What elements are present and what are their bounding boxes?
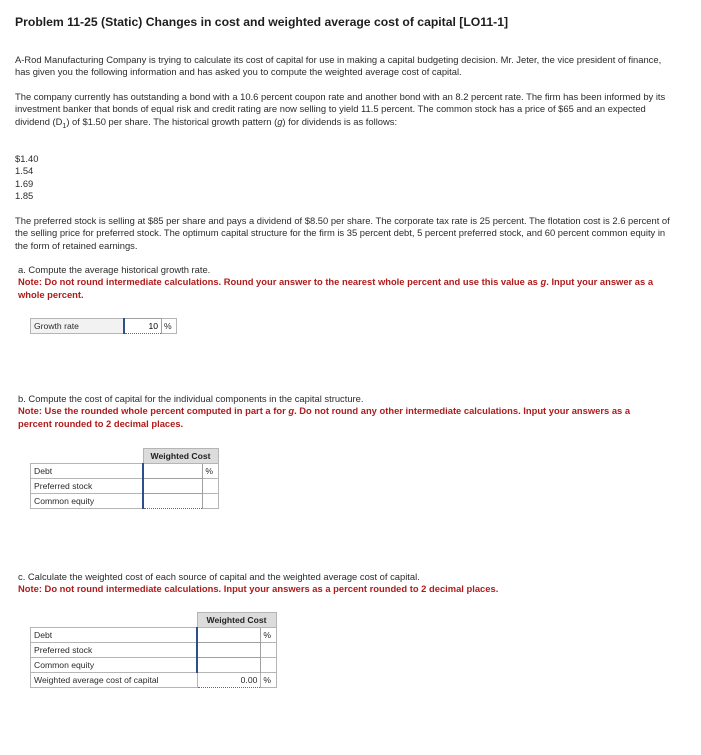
growth-rate-table (30, 318, 177, 334)
intro2-text-a: The company currently has outstanding a bond with a 10.6 percent coupon rate and another bond with an 8.2 percent rate. The firm has been informed by its investment banker that bonds of equal risk and credit rating are now selling to yield 11.5 percent. The common stock has a price of $65 and an expected dividend (D (15, 91, 666, 127)
part-c-section (18, 571, 658, 596)
percent-unit: % (261, 628, 276, 643)
growth-rate-label: Growth rate (31, 319, 125, 334)
part-c-question: c. Calculate the weighted cost of each source of capital and the weighted average cost of capital. (18, 571, 420, 582)
common-equity-weighted-cell (197, 658, 261, 673)
growth-rate-unit: % (162, 319, 177, 334)
intro2-g: g (277, 115, 283, 127)
debt-weighted-cell (197, 628, 261, 643)
intro-paragraph-3: The preferred stock is selling at $85 per share and pays a dividend of $8.50 per share. The corporate tax rate is 25 percent. The flotation cost is 2.6 percent of the selling price for preferred stock. The optimum capital structure for the firm is 35 percent debt, 5 percent preferred stock, and 60 percent common equity in the form of retained earnings. (15, 215, 670, 251)
problem-title: Problem 11-25 (Static) Changes in cost and weighted average cost of capital [LO11-1] (15, 15, 509, 29)
intro-paragraph-1: A-Rod Manufacturing Company is trying to calculate its cost of capital for use in making a capital budgeting decision. Mr. Jeter, the vice president of finance, has given you the following information and has asked you to compute the weighted average cost of capital. (15, 54, 662, 78)
weighted-row-label: Preferred stock (31, 643, 198, 658)
preferred-weighted-cell (197, 643, 261, 658)
weighted-cost-table (30, 612, 277, 688)
part-c-note: Note: Do not round intermediate calculations. Input your answers as a percent rounded to 2 decimal places. (18, 583, 499, 595)
component-cost-table (30, 448, 219, 509)
part-b-section (18, 393, 658, 430)
part-b-note-text-b: . Do not round any other intermediate calculations. Input your answers as a percent rounded to 2 decimal places. (18, 405, 631, 429)
debt-cost-cell (143, 464, 203, 479)
intro2-text-c: ) for dividends is as follows: (282, 115, 398, 127)
debt-weighted-input[interactable] (201, 630, 257, 640)
growth-value: 1.54 (15, 165, 34, 177)
part-b-question: b. Compute the cost of capital for the individual components in the capital structure. (18, 393, 364, 404)
part-a-question: a. Compute the average historical growth rate. (18, 264, 211, 275)
part-b-note-g: g (288, 405, 295, 417)
weighted-row-label: Common equity (31, 658, 198, 673)
intro2-subscript: 1 (62, 122, 67, 130)
part-b-note-text-a: Note: Use the rounded whole percent computed in part a for (18, 405, 289, 417)
percent-unit: % (261, 673, 276, 688)
intro-paragraph-2 (15, 91, 675, 133)
growth-value: 1.85 (15, 190, 34, 202)
growth-rate-cell (124, 319, 162, 334)
debt-cost-input[interactable] (147, 466, 199, 476)
component-row-label: Preferred stock (31, 479, 144, 494)
weighted-cost-header: Weighted Cost (197, 613, 276, 628)
growth-value: $1.40 (15, 153, 39, 164)
growth-value: 1.69 (15, 177, 34, 189)
component-row-label: Common equity (31, 494, 144, 509)
part-b-note (18, 405, 658, 430)
growth-values-list (15, 153, 38, 203)
part-a-note-text-a: Note: Do not round intermediate calculations. Round your answer to the nearest whole percent and use this value as (18, 276, 541, 288)
wacc-label: Weighted average cost of capital (31, 673, 198, 688)
part-a-note-text-b: . Input your answer as a whole percent. (18, 276, 654, 300)
component-cost-header: Weighted Cost (143, 449, 218, 464)
preferred-weighted-input[interactable] (201, 645, 257, 655)
growth-rate-input[interactable] (128, 321, 158, 331)
part-a-note-g: g (540, 276, 547, 288)
preferred-cost-input[interactable] (147, 481, 199, 491)
common-equity-cost-input[interactable] (147, 496, 199, 506)
weighted-row-label: Debt (31, 628, 198, 643)
part-a-note (18, 276, 658, 301)
component-row-label: Debt (31, 464, 144, 479)
preferred-cost-cell (143, 479, 203, 494)
part-a-section (18, 264, 658, 301)
intro2-text-b: ) of $1.50 per share. The historical growth pattern ( (66, 115, 278, 127)
common-equity-weighted-input[interactable] (201, 660, 257, 670)
common-equity-cost-cell (143, 494, 203, 509)
percent-unit: % (203, 464, 218, 479)
wacc-value: 0.00 (197, 673, 261, 688)
